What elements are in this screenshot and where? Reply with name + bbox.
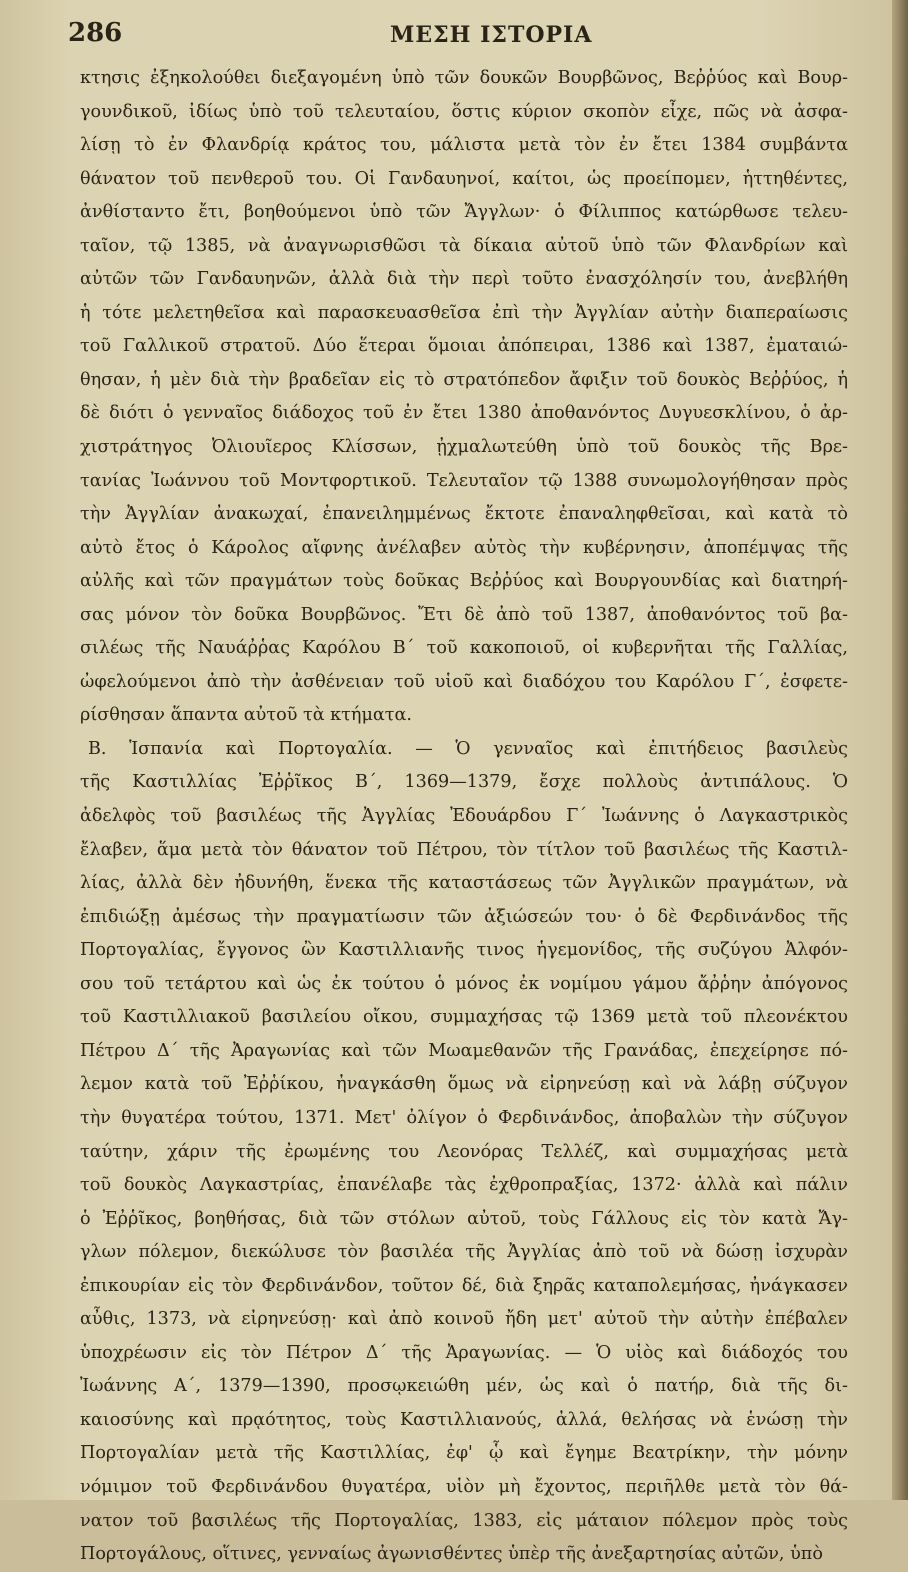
text-line: ἔλαβεν, ἅμα μετὰ τὸν θάνατον τοῦ Πέτρου, τὸν τίτλον τοῦ βασιλέως τῆς Καστιλ- (80, 839, 848, 860)
text-line: τὴν Ἀγγλίαν ἀνακωχαί, ἐπανειλημμένως ἔκτοτε ἐπαναληφθεῖσαι, καὶ κατὰ τὸ (80, 504, 848, 525)
text-line: Πορτογαλίας, ἔγγονος ὢν Καστιλλιανῆς τινος ἡγεμονίδος, τῆς συζύγου Ἀλφόν- (80, 940, 848, 961)
text-line: λεμον κατὰ τοῦ Ἐῤῥίκου, ἠναγκάσθη ὅμως νὰ εἰρηνεύσῃ καὶ νὰ λάβῃ σύζυγον (80, 1074, 848, 1095)
text-line: ὑποχρέωσιν εἰς τὸν Πέτρον Δ΄ τῆς Ἀραγωνίας. — Ὁ υἱὸς καὶ διάδοχός του (80, 1342, 848, 1363)
text-line: ἡ τότε μελετηθεῖσα καὶ παρασκευασθεῖσα ἐπὶ τὴν Ἀγγλίαν αὐτὴν διαπεραίωσις (80, 302, 848, 323)
text-line: νατον τοῦ βασιλέως τῆς Πορτογαλίας, 1383, εἰς μάταιον πόλεμον πρὸς τοὺς (80, 1510, 848, 1531)
text-line: τανίας Ἰωάννου τοῦ Μοντφορτικοῦ. Τελευταῖον τῷ 1388 συνωμολογήθησαν πρὸς (80, 470, 848, 491)
text-line: θάνατον τοῦ πενθεροῦ του. Οἱ Γανδαυηνοί, καίτοι, ὡς προείπομεν, ἡττηθέντες, (80, 168, 848, 189)
text-line: αὖθις, 1373, νὰ εἰρηνεύσῃ· καὶ ἀπὸ κοινοῦ ἤδη μετ' αὐτοῦ τὴν αὐτὴν ἐπέβαλεν (80, 1309, 848, 1330)
text-line: ρίσθησαν ἅπαντα αὐτοῦ τὰ κτήματα. (80, 705, 412, 726)
text-line: Πορτογάλους, οἵτινες, γενναίως ἀγωνισθέντες ὑπὲρ τῆς ἀνεξαρτησίας αὐτῶν, ὑπὸ (80, 1544, 823, 1565)
text-line: σιλέως τῆς Ναυάῤῥας Καρόλου Β΄ τοῦ κακοποιοῦ, οἱ κυβερνῆται τῆς Γαλλίας, (80, 638, 848, 659)
text-line: ἀδελφὸς τοῦ βασιλέως τῆς Ἀγγλίας Ἐδουάρδου Γ΄ Ἰωάννης ὁ Λαγκαστρικὸς (80, 806, 848, 827)
text-line: τοῦ δουκὸς Λαγκαστρίας, ἐπανέλαβε τὰς ἐχθροπραξίας, 1372· ἀλλὰ καὶ πάλιν (80, 1175, 848, 1196)
text-line: γουνδικοῦ, ἰδίως ὑπὸ τοῦ τελευταίου, ὅστις κύριον σκοπὸν εἶχε, πῶς νὰ ἀσφα- (80, 101, 848, 122)
text-line: ἐπικουρίαν εἰς τὸν Φερδινάνδον, τοῦτον δέ, διὰ ξηρᾶς καταπολεμήσας, ἠνάγκασεν (80, 1275, 848, 1296)
text-line: αὐτὸ ἔτος ὁ Κάρολος αἴφνης ἀνέλαβεν αὐτὸς τὴν κυβέρνησιν, ἀποπέμψας τῆς (80, 537, 848, 558)
text-line: ὁ Ἐῤῥῖκος, βοηθήσας, διὰ τῶν στόλων αὐτοῦ, τοὺς Γάλλους εἰς τὸν κατὰ Ἄγ- (80, 1208, 848, 1229)
text-line: Πορτογαλίαν μετὰ τῆς Καστιλλίας, ἐφ' ᾧ καὶ ἔγημε Βεατρίκην, τὴν μόνην (80, 1443, 848, 1464)
page-number: 286 (68, 18, 123, 48)
text-line: Ἰωάννης Α΄, 1379—1390, προσῳκειώθη μέν, ὡς καὶ ὁ πατήρ, διὰ τῆς δι- (80, 1376, 848, 1397)
text-line: ἀνθίσταντο ἔτι, βοηθούμενοι ὑπὸ τῶν Ἄγγλων· ὁ Φίλιππος κατώρθωσε τελευ- (80, 202, 848, 223)
text-line: ταύτην, χάριν τῆς ἐρωμένης του Λεονόρας Τελλέζ, καὶ συμμαχήσας μετὰ (80, 1141, 848, 1162)
text-line: σου τοῦ τετάρτου καὶ ὡς ἐκ τούτου ὁ μόνος ἐκ νομίμου γάμου ἄῤῥην ἀπόγονος (80, 973, 848, 994)
text-line: τὴν θυγατέρα τούτου, 1371. Μετ' ὀλίγον ὁ Φερδινάνδος, ἀποβαλὼν τὴν σύζυγον (80, 1107, 848, 1128)
text-line: Πέτρου Δ΄ τῆς Ἀραγωνίας καὶ τῶν Μωαμεθανῶν τῆς Γρανάδας, ἐπεχείρησε πό- (80, 1040, 848, 1061)
text-line: χιστράτηγος Ὀλιουῖερος Κλίσσων, ᾐχμαλωτεύθη ὑπὸ τοῦ δουκὸς τῆς Βρε- (80, 437, 848, 458)
page-edge (892, 0, 908, 1500)
text-line: γλων πόλεμον, διεκώλυσε τὸν βασιλέα τῆς Ἀγγλίας ἀπὸ τοῦ νὰ δώσῃ ἰσχυρὰν (80, 1242, 848, 1263)
text-line: τοῦ Γαλλικοῦ στρατοῦ. Δύο ἕτεραι ὅμοιαι ἀπόπειραι, 1386 καὶ 1387, ἐματαιώ- (80, 336, 848, 357)
text-line: αὐλῆς καὶ τῶν πραγμάτων τοὺς δοῦκας Βεῤῥύος καὶ Βουργουνδίας καὶ διατηρή- (80, 571, 848, 592)
text-line: τοῦ Καστιλλιακοῦ βασιλείου οἴκου, συμμαχήσας τῷ 1369 μετὰ τοῦ πλεονέκτου (80, 1007, 848, 1028)
running-head: ΜΕΣΗ ΙΣΤΟΡΙΑ (390, 22, 593, 48)
text-line: ταῖον, τῷ 1385, νὰ ἀναγνωρισθῶσι τὰ δίκαια αὐτοῦ ὑπὸ τῶν Φλανδρίων καὶ (80, 235, 848, 256)
text-line: Β. Ἱσπανία καὶ Πορτογαλία. — Ὁ γενναῖος καὶ ἐπιτήδειος βασιλεὺς (88, 738, 848, 759)
text-line: θησαν, ἡ μὲν διὰ τὴν βραδεῖαν εἰς τὸ στρατόπεδον ἄφιξιν τοῦ δουκὸς Βεῤῥύος, ἡ (80, 369, 848, 390)
text-line: τῆς Καστιλλίας Ἐῤῥῖκος Β΄, 1369—1379, ἔσχε πολλοὺς ἀντιπάλους. Ὁ (80, 772, 848, 793)
body-text (80, 62, 848, 1572)
text-line: λίας, ἀλλὰ δὲν ἠδυνήθη, ἕνεκα τῆς καταστάσεως τῶν Ἀγγλικῶν πραγμάτων, νὰ (80, 873, 848, 894)
text-line: ἐπιδιώξῃ ἀμέσως τὴν πραγματίωσιν τῶν ἀξιώσεών του· ὁ δὲ Φερδινάνδος τῆς (80, 906, 848, 927)
text-line: καιοσύνης καὶ πρᾳότητος, τοὺς Καστιλλιανούς, ἀλλά, θελήσας νὰ ἑνώσῃ τὴν (80, 1409, 848, 1430)
text-line: λίσῃ τὸ ἐν Φλανδρίᾳ κράτος του, μάλιστα μετὰ τὸν ἐν ἔτει 1384 συμβάντα (80, 135, 848, 156)
text-line: αὐτῶν τῶν Γανδαυηνῶν, ἀλλὰ διὰ τὴν περὶ τοῦτο ἐνασχόλησίν του, ἀνεβλήθη (80, 269, 848, 290)
text-line: νόμιμον τοῦ Φερδινάνδου θυγατέρα, υἱὸν μὴ ἔχοντος, περιῆλθε μετὰ τὸν θά- (80, 1476, 848, 1497)
text-line: δὲ διότι ὁ γενναῖος διάδοχος τοῦ ἐν ἔτει 1380 ἀποθανόντος Δυγυεσκλίνου, ὁ ἀρ- (80, 403, 848, 424)
text-line: κτησις ἐξηκολούθει διεξαγομένη ὑπὸ τῶν δουκῶν Βουρβῶνος, Βεῤῥύος καὶ Βουρ- (80, 68, 848, 88)
text-line: σας μόνον τὸν δοῦκα Βουρβῶνος. Ἔτι δὲ ἀπὸ τοῦ 1387, ἀποθανόντος τοῦ βα- (80, 604, 848, 625)
text-line: ὠφελούμενοι ἀπὸ τὴν ἀσθένειαν τοῦ υἱοῦ καὶ διαδόχου του Καρόλου Γ΄, ἐσφετε- (80, 671, 848, 692)
page-header (62, 14, 862, 54)
